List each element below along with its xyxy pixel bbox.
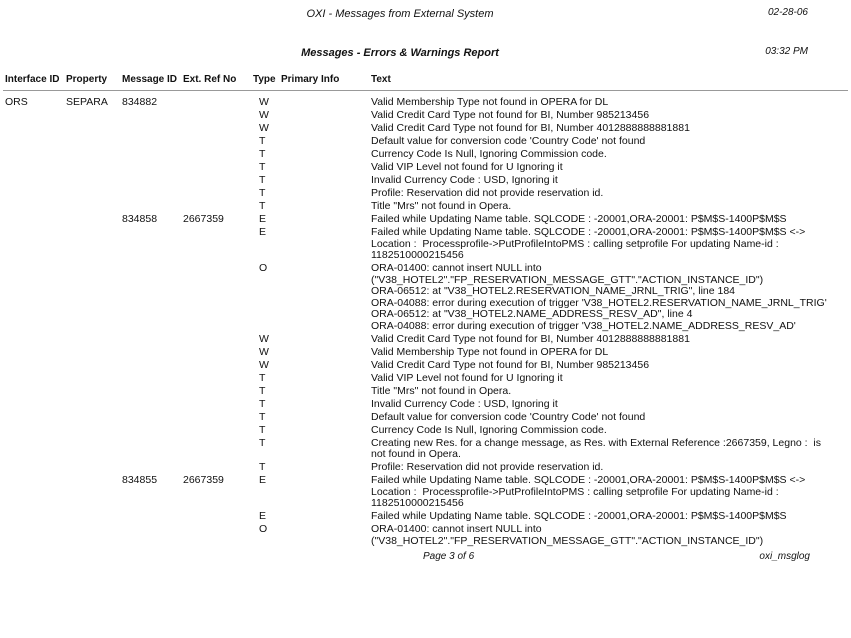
- text-line: Invalid Currency Code : USD, Ignoring it: [371, 397, 558, 410]
- text-line: Default value for conversion code 'Country Code' not found: [371, 135, 646, 147]
- cell-type: T: [259, 200, 266, 212]
- table-row: [0, 110, 847, 122]
- cell-text: [371, 462, 847, 474]
- text-line: Profile: Reservation did not provide reservation id.: [371, 461, 604, 473]
- column-header-property: Property: [66, 74, 108, 85]
- report-subtitle: Messages - Errors & Warnings Report: [301, 47, 499, 59]
- table-row: [0, 360, 847, 372]
- cell-text: [371, 412, 847, 424]
- cell-type: T: [259, 397, 266, 410]
- cell-text: [371, 214, 847, 226]
- text-line: ("V38_HOTEL2"."FP_RESERVATION_MESSAGE_GTT"."ACTION_INSTANCE_ID"): [371, 273, 764, 286]
- column-header-ext-ref-no: Ext. Ref No: [183, 74, 237, 85]
- text-line: Valid Credit Card Type not found for BI, Number 985213456: [371, 109, 650, 121]
- cell-type: E: [259, 213, 267, 225]
- cell-text: [371, 162, 847, 174]
- cell-text: [371, 373, 847, 385]
- cell-text: [371, 386, 847, 398]
- text-line: Currency Code Is Null, Ignoring Commission code.: [371, 423, 607, 436]
- report-date: 02-28-06: [767, 7, 808, 18]
- text-line: 1182510000215456: [371, 249, 464, 261]
- cell-ext-ref-no: 2667359: [183, 213, 224, 225]
- cell-text: [371, 227, 847, 262]
- table-header-row: [5, 74, 851, 86]
- table-row: [0, 149, 847, 161]
- text-line: Invalid Currency Code : USD, Ignoring it: [371, 174, 558, 186]
- column-header-text: Text: [371, 74, 391, 85]
- column-header-message-id: Message ID: [122, 74, 178, 85]
- text-line: Valid Credit Card Type not found for BI, Number 985213456: [371, 358, 650, 371]
- cell-text: [371, 110, 847, 122]
- cell-text: [371, 97, 847, 109]
- cell-type: W: [259, 109, 269, 121]
- table-body: [0, 97, 847, 549]
- table-row: [0, 511, 847, 523]
- text-line: Failed while Updating Name table. SQLCODE : -20001,ORA-20001: P$M$S-1400P$M$S: [371, 510, 787, 522]
- text-line: Profile: Reservation did not provide reservation id.: [371, 187, 604, 199]
- cell-type: E: [259, 226, 267, 238]
- cell-text: [371, 149, 847, 161]
- column-header-primary-info: Primary Info: [281, 74, 340, 85]
- table-row: [0, 425, 847, 437]
- text-line: Valid VIP Level not found for U Ignoring it: [371, 371, 563, 384]
- text-line: ORA-06512: at "V38_HOTEL2.NAME_ADDRESS_RESV_AD", line 4: [371, 308, 693, 320]
- cell-text: [371, 475, 847, 510]
- text-line: 1182510000215456: [371, 497, 464, 509]
- cell-type: T: [259, 436, 266, 449]
- report-title: OXI - Messages from External System: [306, 8, 494, 20]
- table-row: [0, 201, 847, 213]
- cell-text: [371, 201, 847, 213]
- text-line: ORA-01400: cannot insert NULL into: [371, 523, 542, 535]
- table-row: [0, 263, 847, 332]
- cell-type: W: [259, 332, 269, 345]
- cell-type: W: [259, 345, 269, 358]
- cell-type: T: [259, 423, 266, 436]
- cell-type: E: [259, 474, 267, 486]
- table-row: [0, 386, 847, 398]
- cell-message-id: 834882: [122, 96, 158, 108]
- text-line: Currency Code Is Null, Ignoring Commission code.: [371, 148, 607, 160]
- table-row: [0, 334, 847, 346]
- text-line: ORA-06512: at "V38_HOTEL2.RESERVATION_NAME_JRNL_TRIG", line 184: [371, 285, 736, 297]
- cell-type: T: [259, 410, 266, 423]
- table-row: [0, 438, 847, 461]
- cell-text: [371, 524, 847, 547]
- table-row: [0, 373, 847, 385]
- cell-type: T: [259, 461, 266, 473]
- cell-text: [371, 511, 847, 523]
- text-line: ORA-04088: error during execution of trigger 'V38_HOTEL2.RESERVATION_NAME_JRNL_TRIG': [371, 296, 827, 309]
- cell-interface-id: ORS: [5, 96, 28, 108]
- cell-type: T: [259, 384, 266, 397]
- text-line: Valid Membership Type not found in OPERA for DL: [371, 345, 609, 358]
- cell-text: [371, 175, 847, 187]
- cell-type: W: [259, 122, 269, 134]
- cell-text: [371, 123, 847, 135]
- table-row: [0, 97, 847, 109]
- column-header-interface-id: Interface ID: [5, 74, 60, 85]
- table-row: [0, 123, 847, 135]
- table-row: [0, 524, 847, 547]
- table-row: [0, 227, 847, 262]
- cell-type: W: [259, 96, 269, 108]
- text-line: Failed while Updating Name table. SQLCODE : -20001,ORA-20001: P$M$S-1400P$M$S <->: [371, 474, 806, 486]
- cell-type: T: [259, 135, 266, 147]
- cell-text: [371, 425, 847, 437]
- report-time: 03:32 PM: [765, 46, 808, 57]
- text-line: Title "Mrs" not found in Opera.: [371, 200, 512, 212]
- cell-type: W: [259, 358, 269, 371]
- report-id: oxi_msglog: [759, 551, 810, 562]
- cell-type: T: [259, 174, 266, 186]
- text-line: Default value for conversion code 'Country Code' not found: [371, 410, 646, 423]
- table-row: [0, 162, 847, 174]
- text-line: not found in Opera.: [371, 448, 461, 460]
- cell-type: O: [259, 262, 268, 274]
- cell-type: T: [259, 161, 266, 173]
- header-divider: [3, 90, 848, 91]
- cell-message-id: 834855: [122, 474, 158, 486]
- table-row: [0, 188, 847, 200]
- cell-property: SEPARA: [66, 96, 108, 108]
- table-row: [0, 412, 847, 424]
- cell-text: [371, 136, 847, 148]
- cell-type: T: [259, 148, 266, 160]
- cell-text: [371, 347, 847, 359]
- cell-type: O: [259, 523, 268, 535]
- table-row: [0, 475, 847, 510]
- cell-text: [371, 263, 847, 332]
- page-number: Page 3 of 6: [423, 551, 475, 562]
- text-line: Location : Processprofile->PutProfileIntoPMS : calling setprofile For updating Name-id :: [371, 237, 779, 250]
- text-line: Failed while Updating Name table. SQLCODE : -20001,ORA-20001: P$M$S-1400P$M$S <->: [371, 226, 806, 238]
- cell-ext-ref-no: 2667359: [183, 474, 224, 486]
- cell-text: [371, 334, 847, 346]
- column-header-type: Type: [253, 74, 276, 85]
- table-row: [0, 214, 847, 226]
- cell-type: T: [259, 187, 266, 199]
- cell-type: T: [259, 371, 266, 384]
- text-line: ORA-04088: error during execution of trigger 'V38_HOTEL2.NAME_ADDRESS_RESV_AD': [371, 319, 796, 332]
- text-line: Failed while Updating Name table. SQLCODE : -20001,ORA-20001: P$M$S-1400P$M$S: [371, 213, 787, 225]
- cell-text: [371, 188, 847, 200]
- table-row: [0, 136, 847, 148]
- text-line: Valid VIP Level not found for U Ignoring it: [371, 161, 563, 173]
- text-line: Location : Processprofile->PutProfileIntoPMS : calling setprofile For updating Name-id :: [371, 485, 779, 498]
- text-line: ORA-01400: cannot insert NULL into: [371, 262, 542, 274]
- table-row: [0, 399, 847, 411]
- text-line: ("V38_HOTEL2"."FP_RESERVATION_MESSAGE_GTT"."ACTION_INSTANCE_ID"): [371, 534, 764, 547]
- text-line: Valid Membership Type not found in OPERA for DL: [371, 96, 609, 108]
- table-row: [0, 462, 847, 474]
- cell-text: [371, 360, 847, 372]
- table-row: [0, 347, 847, 359]
- cell-type: E: [259, 510, 267, 522]
- cell-message-id: 834858: [122, 213, 158, 225]
- text-line: Title "Mrs" not found in Opera.: [371, 384, 512, 397]
- text-line: Creating new Res. for a change message, as Res. with External Reference :2667359, Legno : is: [371, 436, 822, 449]
- text-line: Valid Credit Card Type not found for BI, Number 4012888888881881: [371, 122, 690, 134]
- cell-text: [371, 438, 847, 461]
- cell-text: [371, 399, 847, 411]
- text-line: Valid Credit Card Type not found for BI, Number 4012888888881881: [371, 332, 690, 345]
- table-row: [0, 175, 847, 187]
